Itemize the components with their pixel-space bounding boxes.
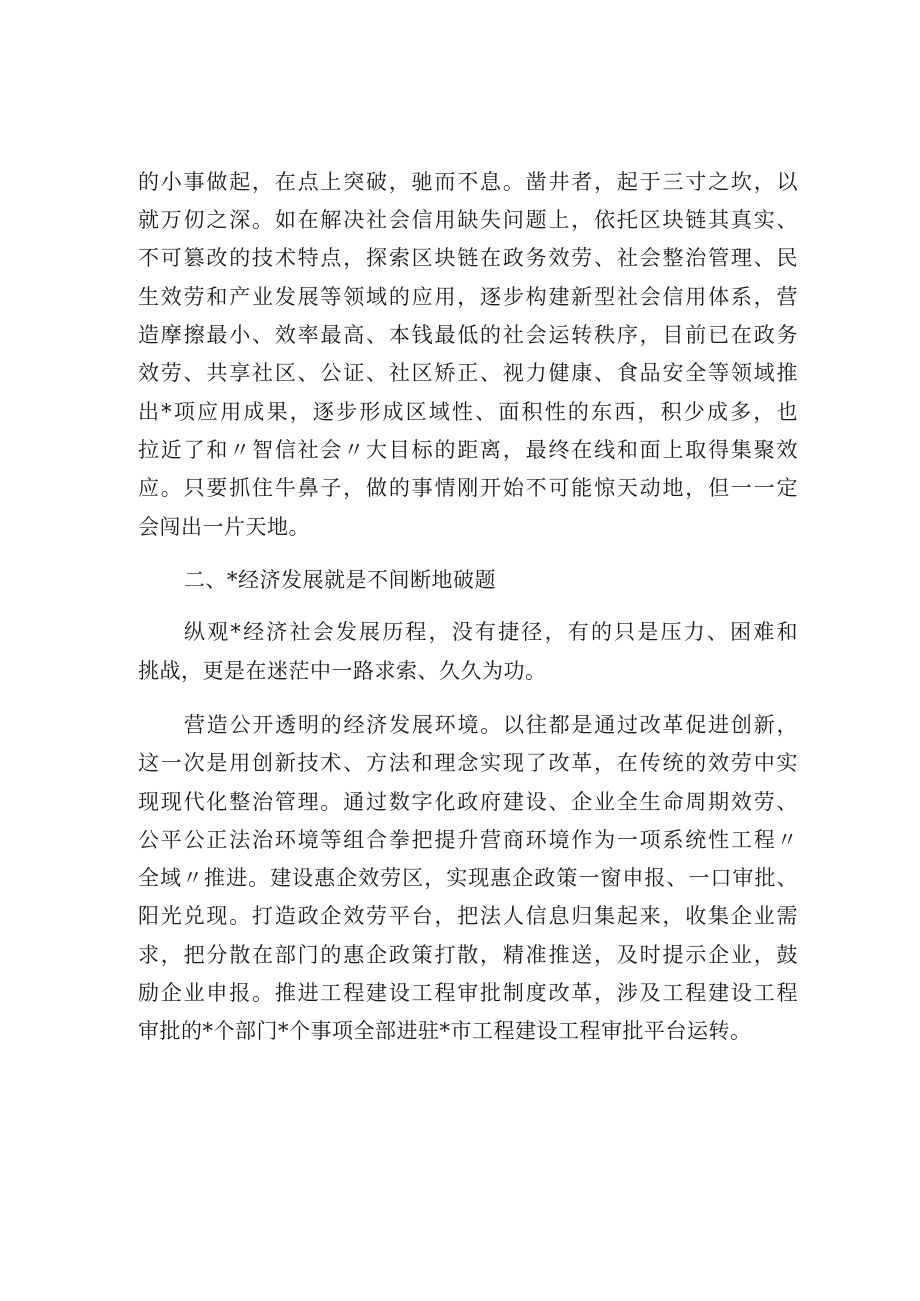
paragraph-line: 出*项应用成果，逐步形成区域性、面积性的东西，积少成多，也 xyxy=(138,400,798,424)
paragraph-line: 现现代化整治管理。通过数字化政府建设、企业全生命周期效劳、 xyxy=(138,790,798,814)
paragraph-line: 纵观*经济社会发展历程，没有捷径，有的只是压力、困难和 xyxy=(184,620,798,644)
paragraph-line: 公平公正法治环境等组合拳把提升营商环境作为一项系统性工程〃 xyxy=(138,828,798,852)
paragraph-line: 励企业申报。推进工程建设工程审批制度改革，涉及工程建设工程 xyxy=(138,981,798,1005)
paragraph-line: 会闯出一片天地。 xyxy=(138,515,310,539)
paragraph-line: 效劳、共享社区、公证、社区矫正、视力健康、食品安全等领域推 xyxy=(138,361,798,385)
paragraph-line: 这一次是用创新技术、方法和理念实现了改革，在传统的效劳中实 xyxy=(138,751,798,775)
paragraph-line: 拉近了和〃智信社会〃大目标的距离，最终在线和面上取得集聚效 xyxy=(138,438,798,462)
paragraph-line: 审批的*个部门*个事项全部进驻*市工程建设工程审批平台运转。 xyxy=(138,1019,752,1043)
paragraph-line: 阳光兑现。打造政企效劳平台，把法人信息归集起来，收集企业需 xyxy=(138,904,798,928)
paragraph-line: 造摩擦最小、效率最高、本钱最低的社会运转秩序，目前已在政务 xyxy=(138,323,798,347)
paragraph-line: 全域〃推进。建设惠企效劳区，实现惠企政策一窗申报、一口审批、 xyxy=(138,866,798,890)
paragraph-line: 求，把分散在部门的惠企政策打散，精准推送，及时提示企业，鼓 xyxy=(138,943,798,967)
paragraph-line: 的小事做起，在点上突破，驰而不息。凿井者，起于三寸之坎，以 xyxy=(138,170,798,194)
section-heading: 二、*经济发展就是不间断地破题 xyxy=(184,568,496,592)
paragraph-line: 应。只要抓住牛鼻子，做的事情刚开始不可能惊天动地，但一一定 xyxy=(138,476,798,500)
paragraph-line: 营造公开透明的经济发展环境。以往都是通过改革促进创新， xyxy=(184,713,798,737)
paragraph-line: 生效劳和产业发展等领域的应用，逐步构建新型社会信用体系，营 xyxy=(138,285,798,309)
paragraph-line: 挑战，更是在迷茫中一路求索、久久为功。 xyxy=(138,659,547,683)
paragraph-line: 不可篡改的技术特点，探索区块链在政务效劳、社会整治管理、民 xyxy=(138,246,798,270)
paragraph-line: 就万仞之深。如在解决社会信用缺失问题上，依托区块链其真实、 xyxy=(138,208,798,232)
